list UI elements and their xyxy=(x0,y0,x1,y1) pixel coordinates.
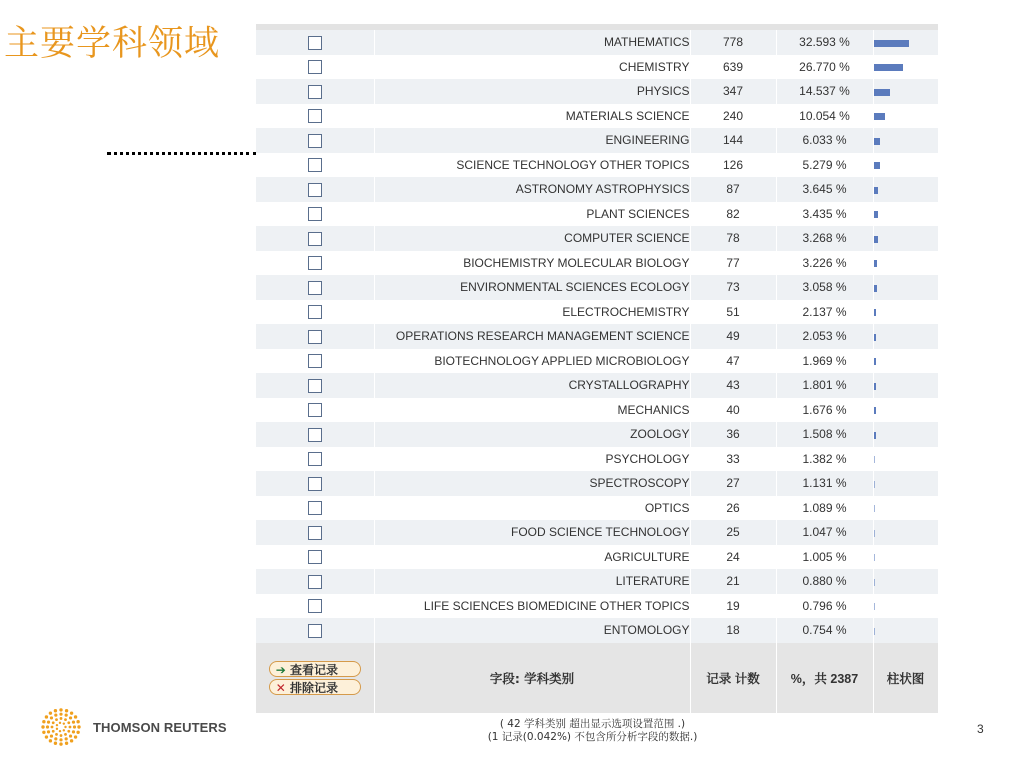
table-row xyxy=(256,251,938,276)
table-row xyxy=(256,520,938,545)
category-cell: MECHANICS xyxy=(374,398,690,423)
count-header: 记录 计数 xyxy=(690,643,776,713)
logo-dot xyxy=(63,729,65,731)
table-notes xyxy=(380,718,805,744)
bar-cell xyxy=(873,569,938,594)
logo-dot xyxy=(74,715,77,718)
row-checkbox-cell xyxy=(256,324,374,349)
count-cell: 26 xyxy=(690,496,776,521)
table-row xyxy=(256,275,938,300)
table-row xyxy=(256,79,938,104)
count-cell: 21 xyxy=(690,569,776,594)
bar xyxy=(874,260,877,267)
logo-dot xyxy=(65,714,68,717)
logo-dot xyxy=(69,734,72,737)
bar-cell xyxy=(873,373,938,398)
row-checkbox-cell xyxy=(256,226,374,251)
count-cell: 24 xyxy=(690,545,776,570)
category-cell: MATERIALS SCIENCE xyxy=(374,104,690,129)
bar xyxy=(874,138,880,145)
table-row xyxy=(256,398,938,423)
view-records-button[interactable] xyxy=(269,661,361,677)
table-row xyxy=(256,202,938,227)
row-checkbox-cell xyxy=(256,55,374,80)
percent-cell: 1.382 % xyxy=(776,447,873,472)
row-checkbox-cell xyxy=(256,618,374,643)
note-line-2: (1 记录(0.042%) 不包含所分析字段的数据.) xyxy=(487,731,698,743)
logo-dot xyxy=(70,711,73,714)
percent-cell: 10.054 % xyxy=(776,104,873,129)
category-cell: MATHEMATICS xyxy=(374,30,690,55)
table-row xyxy=(256,349,938,374)
category-cell: ELECTROCHEMISTRY xyxy=(374,300,690,325)
percent-cell: 1.969 % xyxy=(776,349,873,374)
table-footer-row xyxy=(256,643,938,713)
logo-dot xyxy=(69,716,72,719)
table-row xyxy=(256,496,938,521)
percent-cell: 1.005 % xyxy=(776,545,873,570)
bar xyxy=(874,505,875,512)
logo-dot xyxy=(55,718,58,721)
count-cell: 51 xyxy=(690,300,776,325)
logo-dot xyxy=(50,716,53,719)
row-checkbox[interactable] xyxy=(308,354,322,368)
row-checkbox[interactable] xyxy=(308,452,322,466)
logo-dot xyxy=(52,730,55,733)
x-icon: ✕ xyxy=(275,680,286,695)
row-checkbox-cell xyxy=(256,275,374,300)
row-checkbox[interactable] xyxy=(308,550,322,564)
percent-cell: 3.058 % xyxy=(776,275,873,300)
count-cell: 87 xyxy=(690,177,776,202)
table-row xyxy=(256,226,938,251)
count-cell: 144 xyxy=(690,128,776,153)
logo-dot xyxy=(55,733,58,736)
bar-cell xyxy=(873,251,938,276)
bar-cell xyxy=(873,398,938,423)
bar-cell xyxy=(873,349,938,374)
row-checkbox[interactable] xyxy=(308,501,322,515)
bar-cell xyxy=(873,300,938,325)
category-cell: ENTOMOLOGY xyxy=(374,618,690,643)
row-checkbox[interactable] xyxy=(308,428,322,442)
count-cell: 27 xyxy=(690,471,776,496)
row-checkbox-cell xyxy=(256,520,374,545)
count-cell: 778 xyxy=(690,30,776,55)
logo-dot xyxy=(59,738,62,741)
percent-cell: 5.279 % xyxy=(776,153,873,178)
row-checkbox[interactable] xyxy=(308,575,322,589)
logo-dot xyxy=(64,726,66,728)
bar xyxy=(874,89,890,96)
count-cell: 47 xyxy=(690,349,776,374)
logo-dot xyxy=(54,709,57,712)
bar-cell xyxy=(873,79,938,104)
row-checkbox-cell xyxy=(256,104,374,129)
row-checkbox[interactable] xyxy=(308,305,322,319)
table-row xyxy=(256,128,938,153)
category-cell: PHYSICS xyxy=(374,79,690,104)
logo-dot xyxy=(76,720,79,723)
arrow-right-icon: ➔ xyxy=(275,662,286,677)
bar-cell xyxy=(873,324,938,349)
logo-dot xyxy=(47,720,50,723)
row-checkbox-cell xyxy=(256,569,374,594)
exclude-records-label: 排除记录 xyxy=(290,680,339,695)
percent-cell: 1.089 % xyxy=(776,496,873,521)
count-cell: 639 xyxy=(690,55,776,80)
bar xyxy=(874,334,876,341)
category-cell: AGRICULTURE xyxy=(374,545,690,570)
category-cell: CRYSTALLOGRAPHY xyxy=(374,373,690,398)
bar-cell xyxy=(873,618,938,643)
category-cell: PSYCHOLOGY xyxy=(374,447,690,472)
table-row xyxy=(256,177,938,202)
category-cell: ASTRONOMY ASTROPHYSICS xyxy=(374,177,690,202)
logo-dot xyxy=(59,722,61,724)
row-checkbox[interactable] xyxy=(308,379,322,393)
bar xyxy=(874,628,875,635)
category-cell: OPTICS xyxy=(374,496,690,521)
percent-cell: 0.754 % xyxy=(776,618,873,643)
count-cell: 19 xyxy=(690,594,776,619)
row-checkbox[interactable] xyxy=(308,158,322,172)
table-row xyxy=(256,55,938,80)
count-cell: 240 xyxy=(690,104,776,129)
bar xyxy=(874,603,875,610)
category-cell: LIFE SCIENCES BIOMEDICINE OTHER TOPICS xyxy=(374,594,690,619)
logo-dot xyxy=(64,733,67,736)
table-row xyxy=(256,545,938,570)
logo-dot xyxy=(47,730,50,733)
row-checkbox-cell xyxy=(256,373,374,398)
bar-cell xyxy=(873,30,938,55)
row-checkbox[interactable] xyxy=(308,60,322,74)
bar xyxy=(874,113,885,120)
logo-dot xyxy=(76,731,79,734)
field-label: 字段: 学科类别 xyxy=(374,643,690,713)
count-cell: 77 xyxy=(690,251,776,276)
bar-chart-header: 柱状图 xyxy=(873,643,938,713)
row-checkbox[interactable] xyxy=(308,85,322,99)
row-checkbox-cell xyxy=(256,202,374,227)
category-cell: SCIENCE TECHNOLOGY OTHER TOPICS xyxy=(374,153,690,178)
exclude-records-button[interactable] xyxy=(269,679,361,695)
logo-dot xyxy=(69,726,72,729)
row-checkbox[interactable] xyxy=(308,109,322,123)
bar-cell xyxy=(873,128,938,153)
row-checkbox-cell xyxy=(256,471,374,496)
table-row xyxy=(256,373,938,398)
logo-dot xyxy=(46,725,49,728)
logo-dot xyxy=(67,730,70,733)
logo-dot xyxy=(59,742,62,745)
bar xyxy=(874,579,875,586)
logo-dot xyxy=(65,742,68,745)
percent-cell: 0.880 % xyxy=(776,569,873,594)
percent-cell: 3.645 % xyxy=(776,177,873,202)
row-checkbox-cell xyxy=(256,30,374,55)
logo-dot xyxy=(41,725,44,728)
logo-dot xyxy=(67,721,70,724)
category-cell: CHEMISTRY xyxy=(374,55,690,80)
note-line-1: ( 42 学科类别 超出显示选项设置范围 .) xyxy=(499,718,686,730)
count-cell: 40 xyxy=(690,398,776,423)
logo-dot xyxy=(51,726,54,729)
bar-cell xyxy=(873,496,938,521)
logo-dot xyxy=(42,720,45,723)
bar xyxy=(874,285,877,292)
row-checkbox-cell xyxy=(256,79,374,104)
logo-dot xyxy=(70,739,73,742)
logo-dot xyxy=(49,739,52,742)
logo-dot xyxy=(73,725,76,728)
bar-cell xyxy=(873,447,938,472)
table-row xyxy=(256,618,938,643)
table-row xyxy=(256,300,938,325)
row-checkbox-cell xyxy=(256,422,374,447)
bar xyxy=(874,481,875,488)
category-cell: FOOD SCIENCE TECHNOLOGY xyxy=(374,520,690,545)
bar-cell xyxy=(873,471,938,496)
count-cell: 18 xyxy=(690,618,776,643)
count-cell: 49 xyxy=(690,324,776,349)
bar-cell xyxy=(873,275,938,300)
brand-name: THOMSON REUTERS xyxy=(93,720,227,735)
logo-dot xyxy=(45,715,48,718)
logo-dot xyxy=(59,713,62,716)
logo-dot xyxy=(60,734,63,737)
logo-dot xyxy=(45,735,48,738)
category-cell: BIOCHEMISTRY MOLECULAR BIOLOGY xyxy=(374,251,690,276)
logo-dot xyxy=(54,714,57,717)
row-checkbox-cell xyxy=(256,128,374,153)
percent-cell: 1.801 % xyxy=(776,373,873,398)
count-cell: 78 xyxy=(690,226,776,251)
logo-dot xyxy=(65,737,68,740)
bar xyxy=(874,40,909,47)
row-checkbox-cell xyxy=(256,398,374,423)
count-cell: 73 xyxy=(690,275,776,300)
logo-dot xyxy=(52,721,55,724)
bar-cell xyxy=(873,594,938,619)
bar-cell xyxy=(873,104,938,129)
row-checkbox-cell xyxy=(256,594,374,619)
percent-cell: 2.137 % xyxy=(776,300,873,325)
row-checkbox[interactable] xyxy=(308,477,322,491)
percent-cell: 0.796 % xyxy=(776,594,873,619)
bar xyxy=(874,64,903,71)
count-cell: 43 xyxy=(690,373,776,398)
table-row xyxy=(256,422,938,447)
count-cell: 82 xyxy=(690,202,776,227)
table-row xyxy=(256,153,938,178)
percent-cell: 26.770 % xyxy=(776,55,873,80)
row-checkbox-cell xyxy=(256,177,374,202)
logo-dot xyxy=(59,708,62,711)
bar xyxy=(874,187,878,194)
logo-dot xyxy=(49,711,52,714)
row-checkbox-cell xyxy=(256,545,374,570)
count-cell: 126 xyxy=(690,153,776,178)
logo-dot xyxy=(56,728,58,730)
logo-dot xyxy=(72,720,75,723)
table-row xyxy=(256,569,938,594)
bar-cell xyxy=(873,153,938,178)
category-cell: ENVIRONMENTAL SCIENCES ECOLOGY xyxy=(374,275,690,300)
logo-dot xyxy=(72,730,75,733)
logo-dot xyxy=(77,725,80,728)
row-checkbox-cell xyxy=(256,447,374,472)
logo-dot xyxy=(54,737,57,740)
bar xyxy=(874,236,878,243)
category-cell: COMPUTER SCIENCE xyxy=(374,226,690,251)
thomson-reuters-logo-icon xyxy=(36,707,86,747)
category-cell: OPERATIONS RESEARCH MANAGEMENT SCIENCE xyxy=(374,324,690,349)
row-checkbox-cell xyxy=(256,349,374,374)
table-row xyxy=(256,594,938,619)
count-cell: 347 xyxy=(690,79,776,104)
row-checkbox[interactable] xyxy=(308,281,322,295)
bar xyxy=(874,383,876,390)
percent-cell: 6.033 % xyxy=(776,128,873,153)
row-checkbox-cell xyxy=(256,496,374,521)
bar-cell xyxy=(873,422,938,447)
table-row xyxy=(256,324,938,349)
page-number: 3 xyxy=(977,722,984,736)
bar-cell xyxy=(873,55,938,80)
bar xyxy=(874,358,876,365)
percent-cell: 1.047 % xyxy=(776,520,873,545)
bar xyxy=(874,456,875,463)
percent-cell: 3.226 % xyxy=(776,251,873,276)
category-cell: ZOOLOGY xyxy=(374,422,690,447)
table-row xyxy=(256,471,938,496)
results-table xyxy=(256,30,939,713)
bar-cell xyxy=(873,177,938,202)
count-cell: 25 xyxy=(690,520,776,545)
logo-dot xyxy=(42,731,45,734)
row-checkbox-cell xyxy=(256,153,374,178)
row-checkbox[interactable] xyxy=(308,256,322,270)
bar xyxy=(874,554,875,561)
bar xyxy=(874,211,878,218)
row-checkbox[interactable] xyxy=(308,134,322,148)
table-row xyxy=(256,447,938,472)
table-row xyxy=(256,30,938,55)
analysis-results-table xyxy=(256,24,938,713)
view-records-label: 查看记录 xyxy=(290,662,339,677)
percent-header: %，共 2387 xyxy=(776,643,873,713)
category-cell: PLANT SCIENCES xyxy=(374,202,690,227)
table-row xyxy=(256,104,938,129)
logo-dot xyxy=(50,734,53,737)
count-cell: 33 xyxy=(690,447,776,472)
percent-cell: 1.676 % xyxy=(776,398,873,423)
category-cell: LITERATURE xyxy=(374,569,690,594)
bar xyxy=(874,407,876,414)
percent-cell: 2.053 % xyxy=(776,324,873,349)
count-cell: 36 xyxy=(690,422,776,447)
logo-dot xyxy=(60,717,63,720)
bar xyxy=(874,309,876,316)
percent-cell: 1.508 % xyxy=(776,422,873,447)
row-checkbox[interactable] xyxy=(308,403,322,417)
row-checkbox-cell xyxy=(256,300,374,325)
row-checkbox[interactable] xyxy=(308,330,322,344)
bar-cell xyxy=(873,520,938,545)
category-cell: BIOTECHNOLOGY APPLIED MICROBIOLOGY xyxy=(374,349,690,374)
bar-cell xyxy=(873,226,938,251)
logo-dot xyxy=(54,742,57,745)
percent-cell: 14.537 % xyxy=(776,79,873,104)
row-checkbox[interactable] xyxy=(308,624,322,638)
row-checkbox[interactable] xyxy=(308,526,322,540)
footer-actions-cell xyxy=(256,643,374,713)
slide-title: 主要学科领域 xyxy=(4,24,221,64)
row-checkbox[interactable] xyxy=(308,183,322,197)
category-cell: ENGINEERING xyxy=(374,128,690,153)
row-checkbox[interactable] xyxy=(308,207,322,221)
percent-cell: 3.435 % xyxy=(776,202,873,227)
row-checkbox-cell xyxy=(256,251,374,276)
bar-cell xyxy=(873,202,938,227)
bar xyxy=(874,162,880,169)
percent-cell: 3.268 % xyxy=(776,226,873,251)
bar-cell xyxy=(873,545,938,570)
logo-dot xyxy=(65,709,68,712)
logo-dot xyxy=(59,730,61,732)
bar xyxy=(874,530,875,537)
percent-cell: 1.131 % xyxy=(776,471,873,496)
results-table-body xyxy=(256,30,938,643)
logo-dot xyxy=(56,724,58,726)
logo-dot xyxy=(64,718,67,721)
category-cell: SPECTROSCOPY xyxy=(374,471,690,496)
dotted-divider xyxy=(107,152,257,155)
row-checkbox[interactable] xyxy=(308,232,322,246)
row-checkbox[interactable] xyxy=(308,599,322,613)
bar xyxy=(874,432,876,439)
row-checkbox[interactable] xyxy=(308,36,322,50)
logo-dot xyxy=(74,735,77,738)
logo-dot xyxy=(63,722,65,724)
percent-cell: 32.593 % xyxy=(776,30,873,55)
